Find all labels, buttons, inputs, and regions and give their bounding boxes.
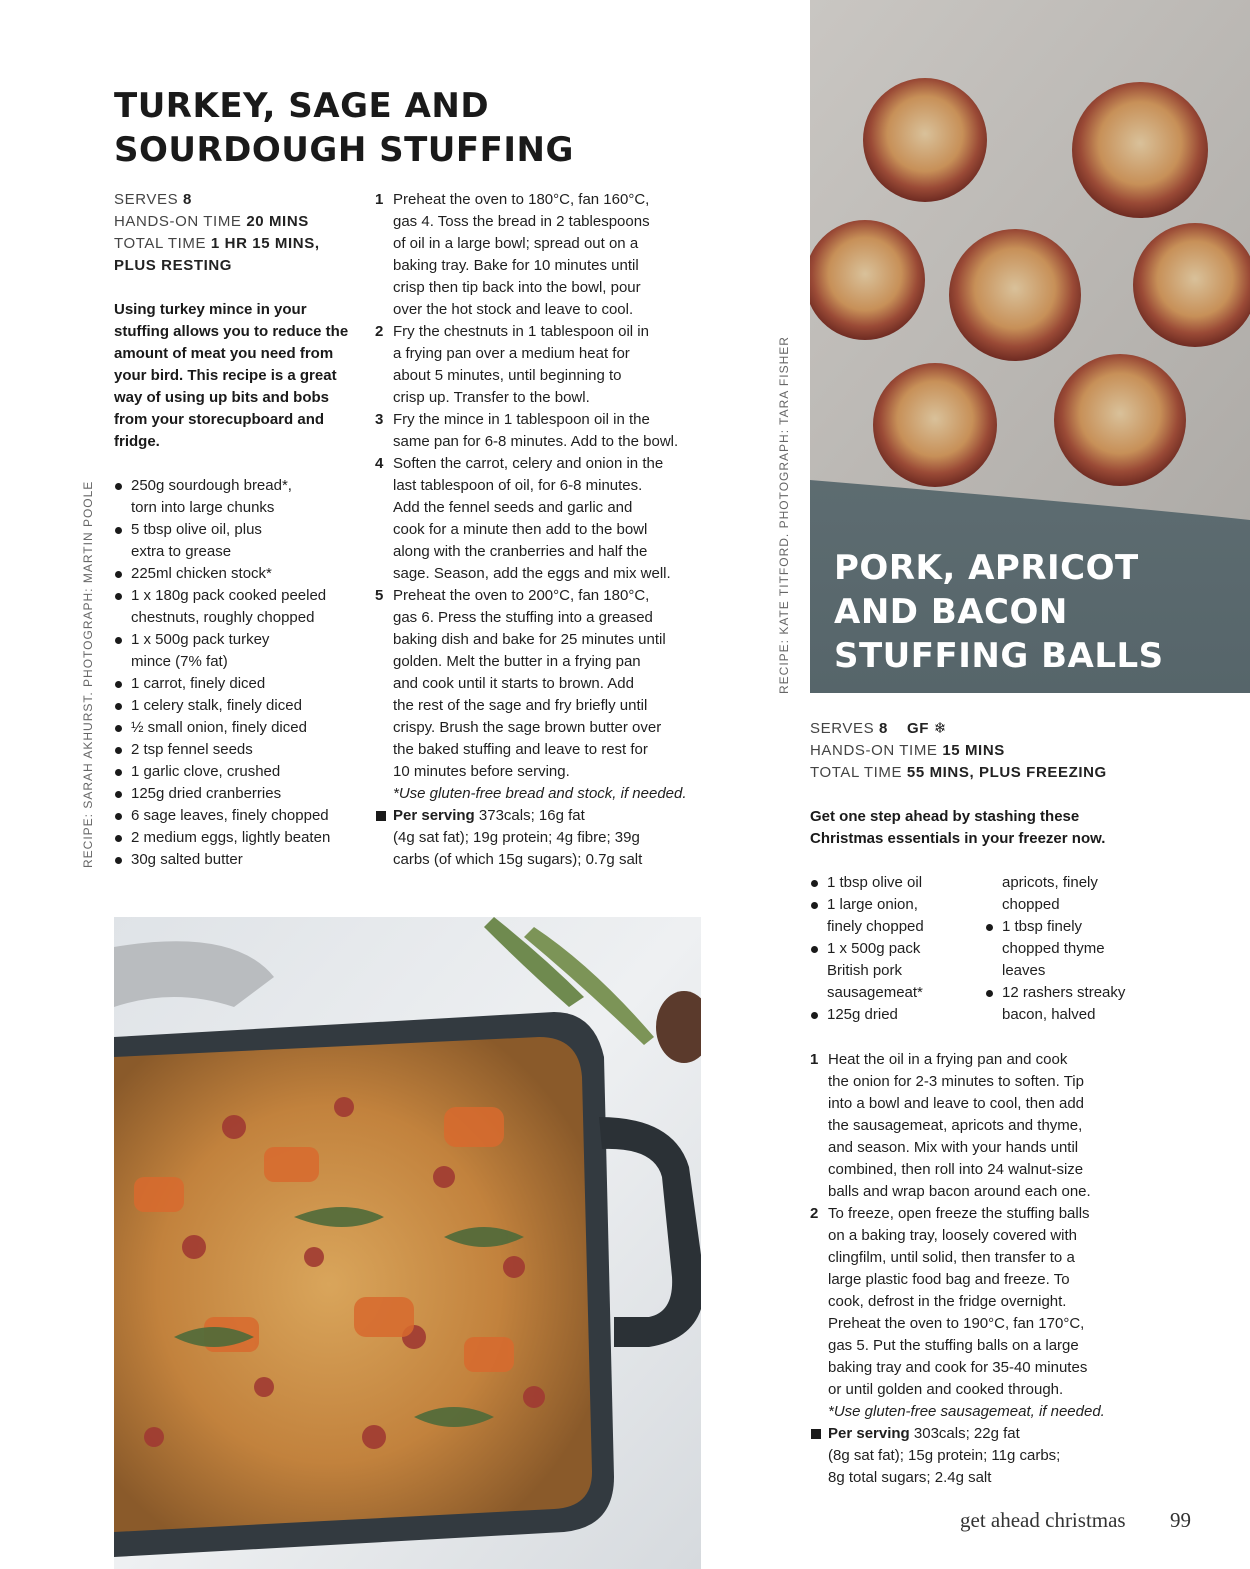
step-number: 1 [375, 191, 384, 208]
step-text: or until golden and cooked through. [828, 1381, 1064, 1398]
stuffing-photo-illustration [114, 917, 701, 1569]
recipe2-ingredients-col2 [985, 872, 1165, 1026]
step-text: same pan for 6-8 minutes. Add to the bowl. [393, 433, 679, 450]
step-text: along with the cranberries and half the [393, 543, 648, 560]
recipe1-credit: RECIPE: SARAH AKHURST. PHOTOGRAPH: MARTIN POOLE [81, 480, 95, 868]
nutrition-line: (4g sat fat); 19g protein; 4g fibre; 39g [393, 829, 640, 846]
recipe2-ingredients-col1 [810, 872, 980, 1026]
ingredient-text: torn into large chunks [131, 499, 275, 516]
nutrition-label: Per serving [393, 807, 475, 824]
ingredient-item [985, 916, 1165, 982]
recipe1-ingredients [114, 475, 364, 871]
ingredient-item [114, 849, 364, 871]
ingredient-text: ½ small onion, finely diced [131, 719, 307, 736]
ingredient-text: 6 sage leaves, finely chopped [131, 807, 329, 824]
step-number: 2 [375, 323, 384, 340]
ingredient-item [114, 827, 364, 849]
ingredient-text: leaves [1002, 962, 1046, 979]
handson-value: 20 MINS [246, 213, 309, 230]
ingredient-item [810, 894, 980, 938]
step-text: gas 4. Toss the bread in 2 tablespoons [393, 213, 650, 230]
ingredient-item [114, 673, 364, 695]
step-text: cook for a minute then add to the bowl [393, 521, 648, 538]
nutrition-line: 8g total sugars; 2.4g salt [828, 1469, 992, 1486]
recipe2-ingredients-col2-list [985, 916, 1165, 1026]
total-label: TOTAL TIME [810, 764, 903, 781]
step-text: balls and wrap bacon around each one. [828, 1183, 1091, 1200]
step-text: and season. Mix with your hands until [828, 1139, 1079, 1156]
total-label: TOTAL TIME [114, 235, 207, 252]
recipe1-title-line1: TURKEY, SAGE AND [114, 86, 490, 126]
ingredient-item [114, 629, 364, 673]
ingredient-item [114, 695, 364, 717]
step-text: about 5 minutes, until beginning to [393, 367, 622, 384]
ingredient-text: 1 celery stalk, finely diced [131, 697, 302, 714]
ingredient-item [114, 761, 364, 783]
step-number: 3 [375, 411, 384, 428]
method-step [810, 1203, 1140, 1401]
ingredient-text: 250g sourdough bread*, [131, 477, 292, 494]
total-value-cont: PLUS RESTING [114, 257, 233, 274]
ingredient-text: 1 garlic clove, crushed [131, 763, 281, 780]
step-text: gas 5. Put the stuffing balls on a large [828, 1337, 1079, 1354]
ingredient-text: 30g salted butter [131, 851, 243, 868]
ingredient-text: British pork [827, 962, 903, 979]
recipe1-method [375, 189, 705, 871]
step-text: baking tray and cook for 35-40 minutes [828, 1359, 1088, 1376]
recipe2-title-line3: STUFFING BALLS [834, 636, 1164, 676]
serves-value: 8 [878, 720, 888, 737]
serves-value: 8 [182, 191, 192, 208]
ingredient-text: 225ml chicken stock* [131, 565, 272, 582]
nutrition-line: carbs (of which 15g sugars); 0.7g salt [393, 851, 643, 868]
gluten-free-note: *Use gluten-free sausagemeat, if needed. [828, 1403, 1105, 1420]
step-text: To freeze, open freeze the stuffing balls [828, 1205, 1090, 1222]
ingredient-text: 125g dried cranberries [131, 785, 282, 802]
method-step [375, 585, 705, 783]
ingredient-text: mince (7% fat) [131, 653, 228, 670]
ingredient-item [114, 805, 364, 827]
stuffing-photo [114, 917, 701, 1569]
serves-label: SERVES [810, 720, 875, 737]
step-text: gas 6. Press the stuffing into a greased [393, 609, 653, 626]
step-text: golden. Melt the butter in a frying pan [393, 653, 641, 670]
step-text: Heat the oil in a frying pan and cook [828, 1051, 1068, 1068]
recipe2-meta [810, 718, 1230, 784]
page-number: 99 [1170, 1508, 1191, 1532]
step-text: the baked stuffing and leave to rest for [393, 741, 648, 758]
step-text: on a baking tray, loosely covered with [828, 1227, 1078, 1244]
ingredient-text: apricots, finely [1002, 874, 1098, 891]
recipe2-title-line1: PORK, APRICOT [834, 548, 1139, 588]
ingredient-text: 1 x 180g pack cooked peeled [131, 587, 327, 604]
recipe1-intro: Using turkey mince in your stuffing allows you to reduce the amount of meat you need from your bird. This recipe is a great way of using up bits and bobs from your storecupboard and fridge. [114, 301, 349, 450]
ingredient-continued [985, 872, 1165, 916]
recipe2-method [810, 1049, 1140, 1489]
step-text: sage. Season, add the eggs and mix well. [393, 565, 671, 582]
ingredient-text: 125g dried [827, 1006, 898, 1023]
ingredient-text: 2 medium eggs, lightly beaten [131, 829, 331, 846]
ingredient-item [114, 783, 364, 805]
handson-value: 15 MINS [942, 742, 1005, 759]
ingredient-text: 1 x 500g pack [827, 940, 921, 957]
method-step [375, 321, 705, 409]
step-text: Soften the carrot, celery and onion in the [393, 455, 664, 472]
nutrition-line: (8g sat fat); 15g protein; 11g carbs; [828, 1447, 1061, 1464]
step-text: last tablespoon of oil, for 6-8 minutes. [393, 477, 643, 494]
ingredient-item [810, 938, 980, 1004]
step-text: of oil in a large bowl; spread out on a [393, 235, 639, 252]
step-text: crispy. Brush the sage brown butter over [393, 719, 662, 736]
ingredient-item [114, 475, 364, 519]
ingredient-item [114, 519, 364, 563]
ingredient-item [810, 1004, 980, 1026]
step-number: 1 [810, 1051, 819, 1068]
ingredient-text: 1 tbsp olive oil [827, 874, 923, 891]
square-bullet-icon [811, 1429, 821, 1439]
freeze-icon: ❄ [933, 720, 947, 737]
nutrition-line: Per serving 373cals; 16g fat [393, 807, 585, 824]
method-step [810, 1049, 1140, 1203]
ingredient-text: finely chopped [827, 918, 924, 935]
recipe1-meta [114, 189, 364, 277]
step-text: over the hot stock and leave to cool. [393, 301, 634, 318]
step-text: Add the fennel seeds and garlic and [393, 499, 633, 516]
ingredient-text: 1 x 500g pack turkey [131, 631, 270, 648]
recipe1-title [114, 84, 674, 172]
method-step [375, 189, 705, 321]
gluten-free-note: *Use gluten-free bread and stock, if needed. [393, 785, 687, 802]
serves-label: SERVES [114, 191, 179, 208]
step-text: into a bowl and leave to cool, then add [828, 1095, 1085, 1112]
step-text: cook, defrost in the fridge overnight. [828, 1293, 1067, 1310]
total-value: 1 HR 15 MINS, [210, 235, 320, 252]
step-text: baking tray. Bake for 10 minutes until [393, 257, 639, 274]
step-text: crisp then tip back into the bowl, pour [393, 279, 641, 296]
ingredient-item [114, 585, 364, 629]
step-text: a frying pan over a medium heat for [393, 345, 630, 362]
step-text: Preheat the oven to 200°C, fan 180°C, [393, 587, 650, 604]
ingredient-item [114, 717, 364, 739]
nutrition-info [375, 805, 705, 871]
handson-label: HANDS-ON TIME [810, 742, 938, 759]
nutrition-line: Per serving 303cals; 22g fat [828, 1425, 1020, 1442]
gf-badge: GF [907, 720, 930, 737]
step-text: Fry the mince in 1 tablespoon oil in the [393, 411, 650, 428]
ingredient-text: sausagemeat* [827, 984, 923, 1001]
handson-label: HANDS-ON TIME [114, 213, 242, 230]
step-text: baking dish and bake for 25 minutes until [393, 631, 666, 648]
ingredient-item [985, 982, 1165, 1026]
ingredient-text: 5 tbsp olive oil, plus [131, 521, 262, 538]
ingredient-item [810, 872, 980, 894]
step-text: the onion for 2-3 minutes to soften. Tip [828, 1073, 1084, 1090]
step-text: Preheat the oven to 190°C, fan 170°C, [828, 1315, 1085, 1332]
step-number: 4 [375, 455, 384, 472]
recipe2-title [834, 546, 1234, 678]
step-text: and cook until it starts to brown. Add [393, 675, 634, 692]
step-text: the sausagemeat, apricots and thyme, [828, 1117, 1083, 1134]
method-step [375, 453, 705, 585]
step-text: crisp up. Transfer to the bowl. [393, 389, 590, 406]
ingredient-text: chopped thyme [1002, 940, 1105, 957]
step-number: 5 [375, 587, 384, 604]
step-text: clingfilm, until solid, then transfer to a [828, 1249, 1075, 1266]
ingredient-text: chestnuts, roughly chopped [131, 609, 315, 626]
total-value: 55 MINS, PLUS FREEZING [906, 764, 1107, 781]
method-step [375, 409, 705, 453]
recipe2-title-line2: AND BACON [834, 592, 1068, 632]
step-text: combined, then roll into 24 walnut-size [828, 1161, 1084, 1178]
ingredient-text: 1 large onion, [827, 896, 918, 913]
ingredient-text: 12 rashers streaky [1002, 984, 1126, 1001]
step-text: the rest of the sage and fry briefly until [393, 697, 648, 714]
recipe1-title-line2: SOURDOUGH STUFFING [114, 130, 574, 170]
ingredient-item [114, 739, 364, 761]
ingredient-text: 1 tbsp finely [1002, 918, 1083, 935]
ingredient-text: bacon, halved [1002, 1006, 1096, 1023]
ingredient-text: chopped [1002, 896, 1060, 913]
ingredient-text: 2 tsp fennel seeds [131, 741, 253, 758]
nutrition-info [810, 1423, 1140, 1489]
recipe2-credit: RECIPE: KATE TITFORD. PHOTOGRAPH: TARA FISHER [777, 336, 791, 694]
recipe2-intro: Get one step ahead by stashing these Christmas essentials in your freezer now. [810, 808, 1106, 847]
square-bullet-icon [376, 811, 386, 821]
ingredient-item [114, 563, 364, 585]
ingredient-text: extra to grease [131, 543, 232, 560]
section-name: get ahead christmas [960, 1508, 1126, 1532]
nutrition-label: Per serving [828, 1425, 910, 1442]
step-text: large plastic food bag and freeze. To [828, 1271, 1070, 1288]
step-text: Fry the chestnuts in 1 tablespoon oil in [393, 323, 649, 340]
step-text: Preheat the oven to 180°C, fan 160°C, [393, 191, 650, 208]
step-number: 2 [810, 1205, 819, 1222]
step-text: 10 minutes before serving. [393, 763, 570, 780]
ingredient-text: 1 carrot, finely diced [131, 675, 266, 692]
